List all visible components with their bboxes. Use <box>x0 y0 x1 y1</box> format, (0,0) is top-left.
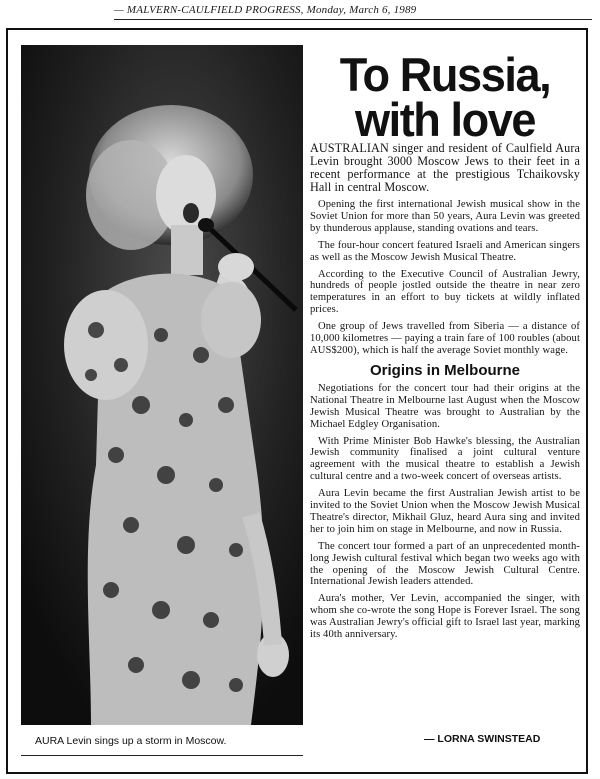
singer-photo-illustration <box>21 45 303 725</box>
paragraph: Opening the first international Jewish musical show in the Soviet Union for more than 50 years, Aura Levin was greeted by thunderous applause, standing ovations and tears. <box>310 199 580 234</box>
article <box>310 48 580 646</box>
headline-line-1: To Russia, <box>339 48 551 101</box>
photo-caption: AURA Levin sings up a storm in Moscow. <box>21 727 303 756</box>
masthead-rule <box>114 19 592 20</box>
singer-photo <box>21 45 303 725</box>
byline: — LORNA SWINSTEAD <box>424 733 541 745</box>
article-body <box>310 142 580 641</box>
headline <box>315 48 574 146</box>
masthead-text: — MALVERN-CAULFIELD PROGRESS, Monday, March 6, 1989 <box>114 4 417 16</box>
subhead: Origins in Melbourne <box>369 361 520 379</box>
masthead <box>0 3 600 21</box>
paragraph: Aura's mother, Ver Levin, accompanied the singer, with whom she co-wrote the song Hope is Forever Israel. The song was Australian Jewry's official gift to Israel last year, marking its 40th anniversary. <box>310 593 580 641</box>
paragraph: With Prime Minister Bob Hawke's blessing, the Australian Jewish community finalised a joint cultural venture agreement with the musical theatre to establish a Jewish cultural centre and a two-week concert of overseas artists. <box>310 435 580 483</box>
newspaper-clipping <box>6 28 588 774</box>
paragraph: Negotiations for the concert tour had their origins at the National Theatre in Melbourne last August when the Moscow Jewish Musical Theatre was brought to Australian by the Michael Edgley Organisation. <box>310 382 580 430</box>
paragraph: The four-hour concert featured Israeli and American singers as well as the Moscow Jewish Musical Theatre. <box>310 239 580 263</box>
paragraph: The concert tour formed a part of an unprecedented month-long Jewish cultural festival which began two weeks ago with the opening of the Moscow Jewish Cultural Centre. International Jewish leaders attended. <box>310 540 580 588</box>
paragraph: One group of Jews travelled from Siberia — a distance of 10,000 kilometres — paying a train fare of 100 roubles (about AUS$200), which is half the average Soviet monthly wage. <box>310 321 580 356</box>
paragraph-lead: AUSTRALIAN singer and resident of Caulfield Aura Levin brought 3000 Moscow Jews to their feet in a recent performance at the prestigious Tchaikovsky Hall in central Moscow. <box>310 141 580 194</box>
paragraph: Aura Levin became the first Australian Jewish artist to be invited to the Soviet Union when the Moscow Jewish Musical Theatre's director, Mikhail Gluz, heard Aura sing and invited her to join him on stage in Melbourne, and now in Russia. <box>310 488 580 535</box>
headline-line-2: with love <box>354 93 536 146</box>
paragraph: According to the Executive Council of Australian Jewry, hundreds of people jostled outside the theatre in near zero temperatures in an effort to buy tickets at wildly inflated prices. <box>310 268 580 316</box>
